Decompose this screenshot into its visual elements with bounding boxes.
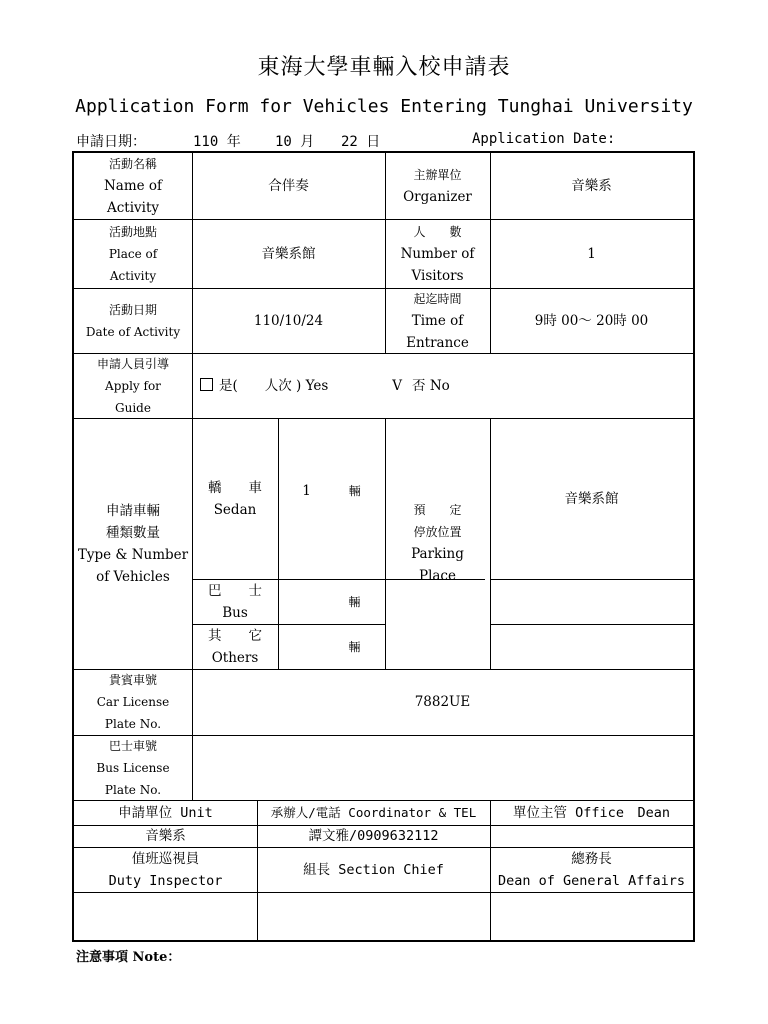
section-chief-signature [257, 892, 490, 940]
entrance-time-label: 起迄時間 Time of Entrance [406, 291, 469, 351]
form-title-chinese: 東海大學車輛入校申請表 [257, 55, 511, 80]
guide-label: 申請人員引導 Apply for Guide [96, 356, 169, 415]
activity-name-value: 合伴奏 [268, 178, 309, 194]
visitors-value: 1 [587, 245, 596, 262]
application-date-label-en: Application Date: [472, 131, 616, 147]
application-date-label-zh: 申請日期： [76, 134, 146, 150]
sedan-count: 1 輛 [302, 483, 361, 499]
car-plate-value: 7882UE [414, 694, 471, 710]
application-date-year: 110 年 [193, 134, 241, 150]
place-value: 音樂系館 [261, 245, 316, 262]
application-date-day: 22 日 [341, 134, 381, 150]
application-form-table [72, 151, 695, 942]
form-title-english: Application Form for Vehicles Entering Tunghai University [75, 96, 693, 117]
application-date-month: 10 月 [275, 134, 315, 150]
organizer-value: 音樂系 [571, 178, 612, 194]
visitors-label: 人 數 Number of Visitors [400, 224, 475, 284]
vehicles-label: 申請車輛 種類數量 Type & Number of Vehicles [77, 502, 189, 585]
bus-count: 輛 [348, 594, 361, 609]
dean-value [490, 825, 693, 847]
general-affairs-signature [490, 892, 693, 940]
section-chief-header: 組長 Section Chief [303, 861, 444, 878]
place-label: 活動地點 Place of Activity [108, 224, 158, 283]
dean-header: 單位主管 Office Dean [513, 804, 670, 821]
car-plate-label: 貴賓車號 Car License Plate No. [96, 673, 170, 731]
guide-options [192, 353, 693, 418]
duty-inspector-signature [74, 892, 257, 940]
unit-header: 申請單位 Unit [118, 804, 213, 821]
bus-plate-label: 巴士車號 Bus License Plate No. [96, 738, 170, 797]
parking-value: 音樂系館 [564, 491, 619, 507]
bus-plate-value [192, 735, 693, 800]
application-date-line [76, 131, 696, 151]
coordinator-header: 承辦人/電話 Coordinator & TEL [270, 804, 477, 820]
bus-label: 巴 士 Bus [208, 582, 262, 621]
unit-value: 音樂系 [145, 828, 186, 844]
guide-yes-option[interactable]: 是( 人次 ) Yes [200, 375, 328, 397]
coordinator-value: 譚文雅/0909632112 [308, 828, 439, 844]
activity-date-value: 110/10/24 [253, 312, 324, 329]
others-count: 輛 [348, 639, 361, 654]
others-label: 其 它 Others [208, 627, 262, 666]
activity-name-label: 活動名稱 Name of Activity [103, 157, 163, 216]
guide-no-option: 否 No [412, 377, 450, 394]
activity-date-label: 活動日期 Date of Activity [85, 302, 181, 339]
guide-yes-checkbox[interactable] [200, 378, 213, 391]
parking-label: 預 定 停放位置 Parking Place [411, 503, 464, 584]
note-label: 注意事項 Note： [76, 950, 181, 965]
organizer-label: 主辦單位 Organizer [403, 168, 472, 205]
sedan-label: 轎 車 Sedan [208, 479, 262, 518]
entrance-time-value: 9時 00～ 20時 00 [534, 312, 649, 329]
duty-inspector-header: 值班巡視員 Duty Inspector [108, 850, 223, 889]
general-affairs-header: 總務長 Dean of General Affairs [498, 850, 685, 889]
guide-no-mark: V [392, 377, 403, 394]
